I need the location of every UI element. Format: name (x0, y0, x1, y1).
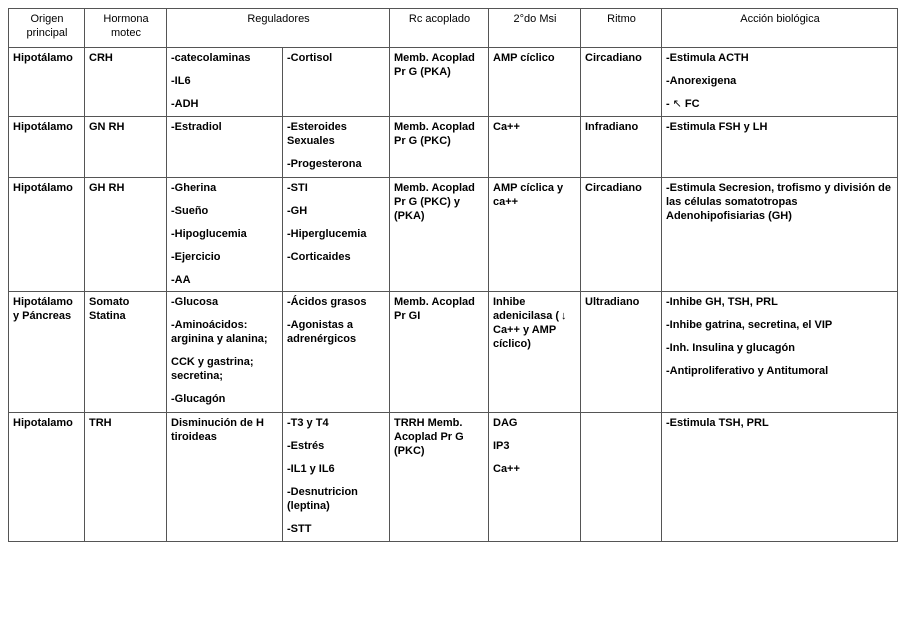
down-arrow-icon: ↓ (561, 310, 567, 322)
msi-text-after: Ca++ y AMP cíclico) (493, 324, 556, 350)
regulator-item: -IL6 (171, 75, 191, 87)
cell-ritmo: Circadiano (581, 48, 662, 117)
regulator-item: -Cortisol (287, 52, 333, 64)
regulator-item: -Corticaides (287, 251, 351, 263)
cell-msi (489, 117, 581, 178)
regulator-item: -GH (287, 205, 308, 217)
cell-hormona: GH RH (85, 178, 167, 292)
regulator-item: -Sueño (171, 205, 209, 217)
header-reguladores: Reguladores (167, 9, 390, 48)
msi-item: AMP cíclico (493, 52, 555, 64)
cell-reguladores-b (283, 178, 390, 292)
cell-rc-acoplado: Memb. Acoplad Pr G (PKC) y (PKA) (390, 178, 489, 292)
action-item: -Inh. Insulina y glucagón (666, 342, 795, 354)
table-row (9, 413, 898, 542)
cell-reguladores-a (167, 117, 283, 178)
cell-accion (662, 48, 898, 117)
cell-ritmo (581, 413, 662, 542)
regulator-item: -ADH (171, 98, 199, 110)
regulator-item: -T3 y T4 (287, 417, 329, 429)
regulator-item: -STT (287, 523, 312, 535)
cursor-arrow-icon: ↖ (672, 98, 682, 110)
msi-item: Ca++ (493, 463, 520, 475)
cell-msi (489, 48, 581, 117)
action-suffix: FC (684, 98, 700, 110)
cell-rc-acoplado: Memb. Acoplad Pr G (PKC) (390, 117, 489, 178)
regulator-item: -Desnutricion (leptina) (287, 486, 358, 512)
msi-item: IP3 (493, 440, 510, 452)
cell-reguladores-b (283, 117, 390, 178)
header-accion: Acción biológica (662, 9, 898, 48)
cell-reguladores-a (167, 292, 283, 413)
cell-reguladores-b (283, 48, 390, 117)
action-prefix: - (666, 98, 670, 110)
cell-ritmo: Ultradiano (581, 292, 662, 413)
action-item: -Estimula TSH, PRL (666, 417, 769, 429)
table-row (9, 117, 898, 178)
action-item: -Anorexigena (666, 75, 737, 87)
regulator-item: -IL1 y IL6 (287, 463, 335, 475)
cell-reguladores-b (283, 292, 390, 413)
action-item: -Inhibe gatrina, secretina, el VIP (666, 319, 833, 331)
cell-rc-acoplado: TRRH Memb. Acoplad Pr G (PKC) (390, 413, 489, 542)
cell-accion (662, 178, 898, 292)
header-segundo-msi: 2°do Msi (489, 9, 581, 48)
msi-item: AMP cíclica y ca++ (493, 182, 564, 208)
msi-item (493, 295, 577, 351)
cell-rc-acoplado: Memb. Acoplad Pr GI (390, 292, 489, 413)
action-item: -Antiproliferativo y Antitumoral (666, 365, 829, 377)
regulator-item: -Aminoácidos: arginina y alanina; (171, 319, 268, 345)
regulator-item: -STI (287, 182, 308, 194)
regulator-item: -Estradiol (171, 121, 222, 133)
regulator-item: -Gherina (171, 182, 217, 194)
table-row (9, 48, 898, 117)
cell-reguladores-a (167, 413, 283, 542)
cell-origen: Hipotálamo (9, 117, 85, 178)
hormone-table (8, 8, 898, 542)
regulator-item: -Esteroides Sexuales (287, 121, 347, 147)
regulator-item: -Hipoglucemia (171, 228, 247, 240)
header-origen: Origen principal (9, 9, 85, 48)
cell-hormona: CRH (85, 48, 167, 117)
regulator-item: -Ácidos grasos (287, 296, 367, 308)
regulator-item: -Progesterona (287, 158, 362, 170)
regulator-item: -Hiperglucemia (287, 228, 367, 240)
regulator-item: -Estrés (287, 440, 325, 452)
cell-msi (489, 292, 581, 413)
header-row (9, 9, 898, 48)
cell-reguladores-a (167, 178, 283, 292)
action-item: -Estimula FSH y LH (666, 121, 768, 133)
action-item (666, 97, 894, 111)
cell-reguladores-b (283, 413, 390, 542)
cell-ritmo: Circadiano (581, 178, 662, 292)
regulator-item: -AA (171, 274, 191, 286)
cell-reguladores-a (167, 48, 283, 117)
header-rc-acoplado: Rc acoplado (390, 9, 489, 48)
msi-text-before: Inhibe adenicilasa ( (493, 296, 560, 322)
action-item: -Estimula Secresion, trofismo y división de las células somatotropas Adenohipofisiarias (GH) (666, 182, 891, 222)
cell-msi (489, 413, 581, 542)
cell-origen: Hipotálamo (9, 178, 85, 292)
cell-origen: Hipotálamo y Páncreas (9, 292, 85, 413)
regulator-item: CCK y gastrina; secretina; (171, 356, 254, 382)
regulator-item: -Ejercicio (171, 251, 221, 263)
cell-accion (662, 292, 898, 413)
header-ritmo: Ritmo (581, 9, 662, 48)
action-item: -Inhibe GH, TSH, PRL (666, 296, 778, 308)
cell-origen: Hipotalamo (9, 413, 85, 542)
regulator-item: -Agonistas a adrenérgicos (287, 319, 357, 345)
action-item: -Estimula ACTH (666, 52, 749, 64)
cell-rc-acoplado: Memb. Acoplad Pr G (PKA) (390, 48, 489, 117)
cell-hormona: TRH (85, 413, 167, 542)
cell-origen: Hipotálamo (9, 48, 85, 117)
table-row (9, 178, 898, 292)
regulator-item: -Glucagón (171, 393, 226, 405)
cell-hormona: Somato Statina (85, 292, 167, 413)
cell-accion (662, 117, 898, 178)
cell-accion (662, 413, 898, 542)
regulator-item: Disminución de H tiroideas (171, 417, 264, 443)
table-row (9, 292, 898, 413)
cell-msi (489, 178, 581, 292)
header-hormona: Hormona motec (85, 9, 167, 48)
msi-item: Ca++ (493, 121, 520, 133)
msi-item: DAG (493, 417, 518, 429)
cell-ritmo: Infradiano (581, 117, 662, 178)
regulator-item: -catecolaminas (171, 52, 251, 64)
regulator-item: -Glucosa (171, 296, 219, 308)
cell-hormona: GN RH (85, 117, 167, 178)
